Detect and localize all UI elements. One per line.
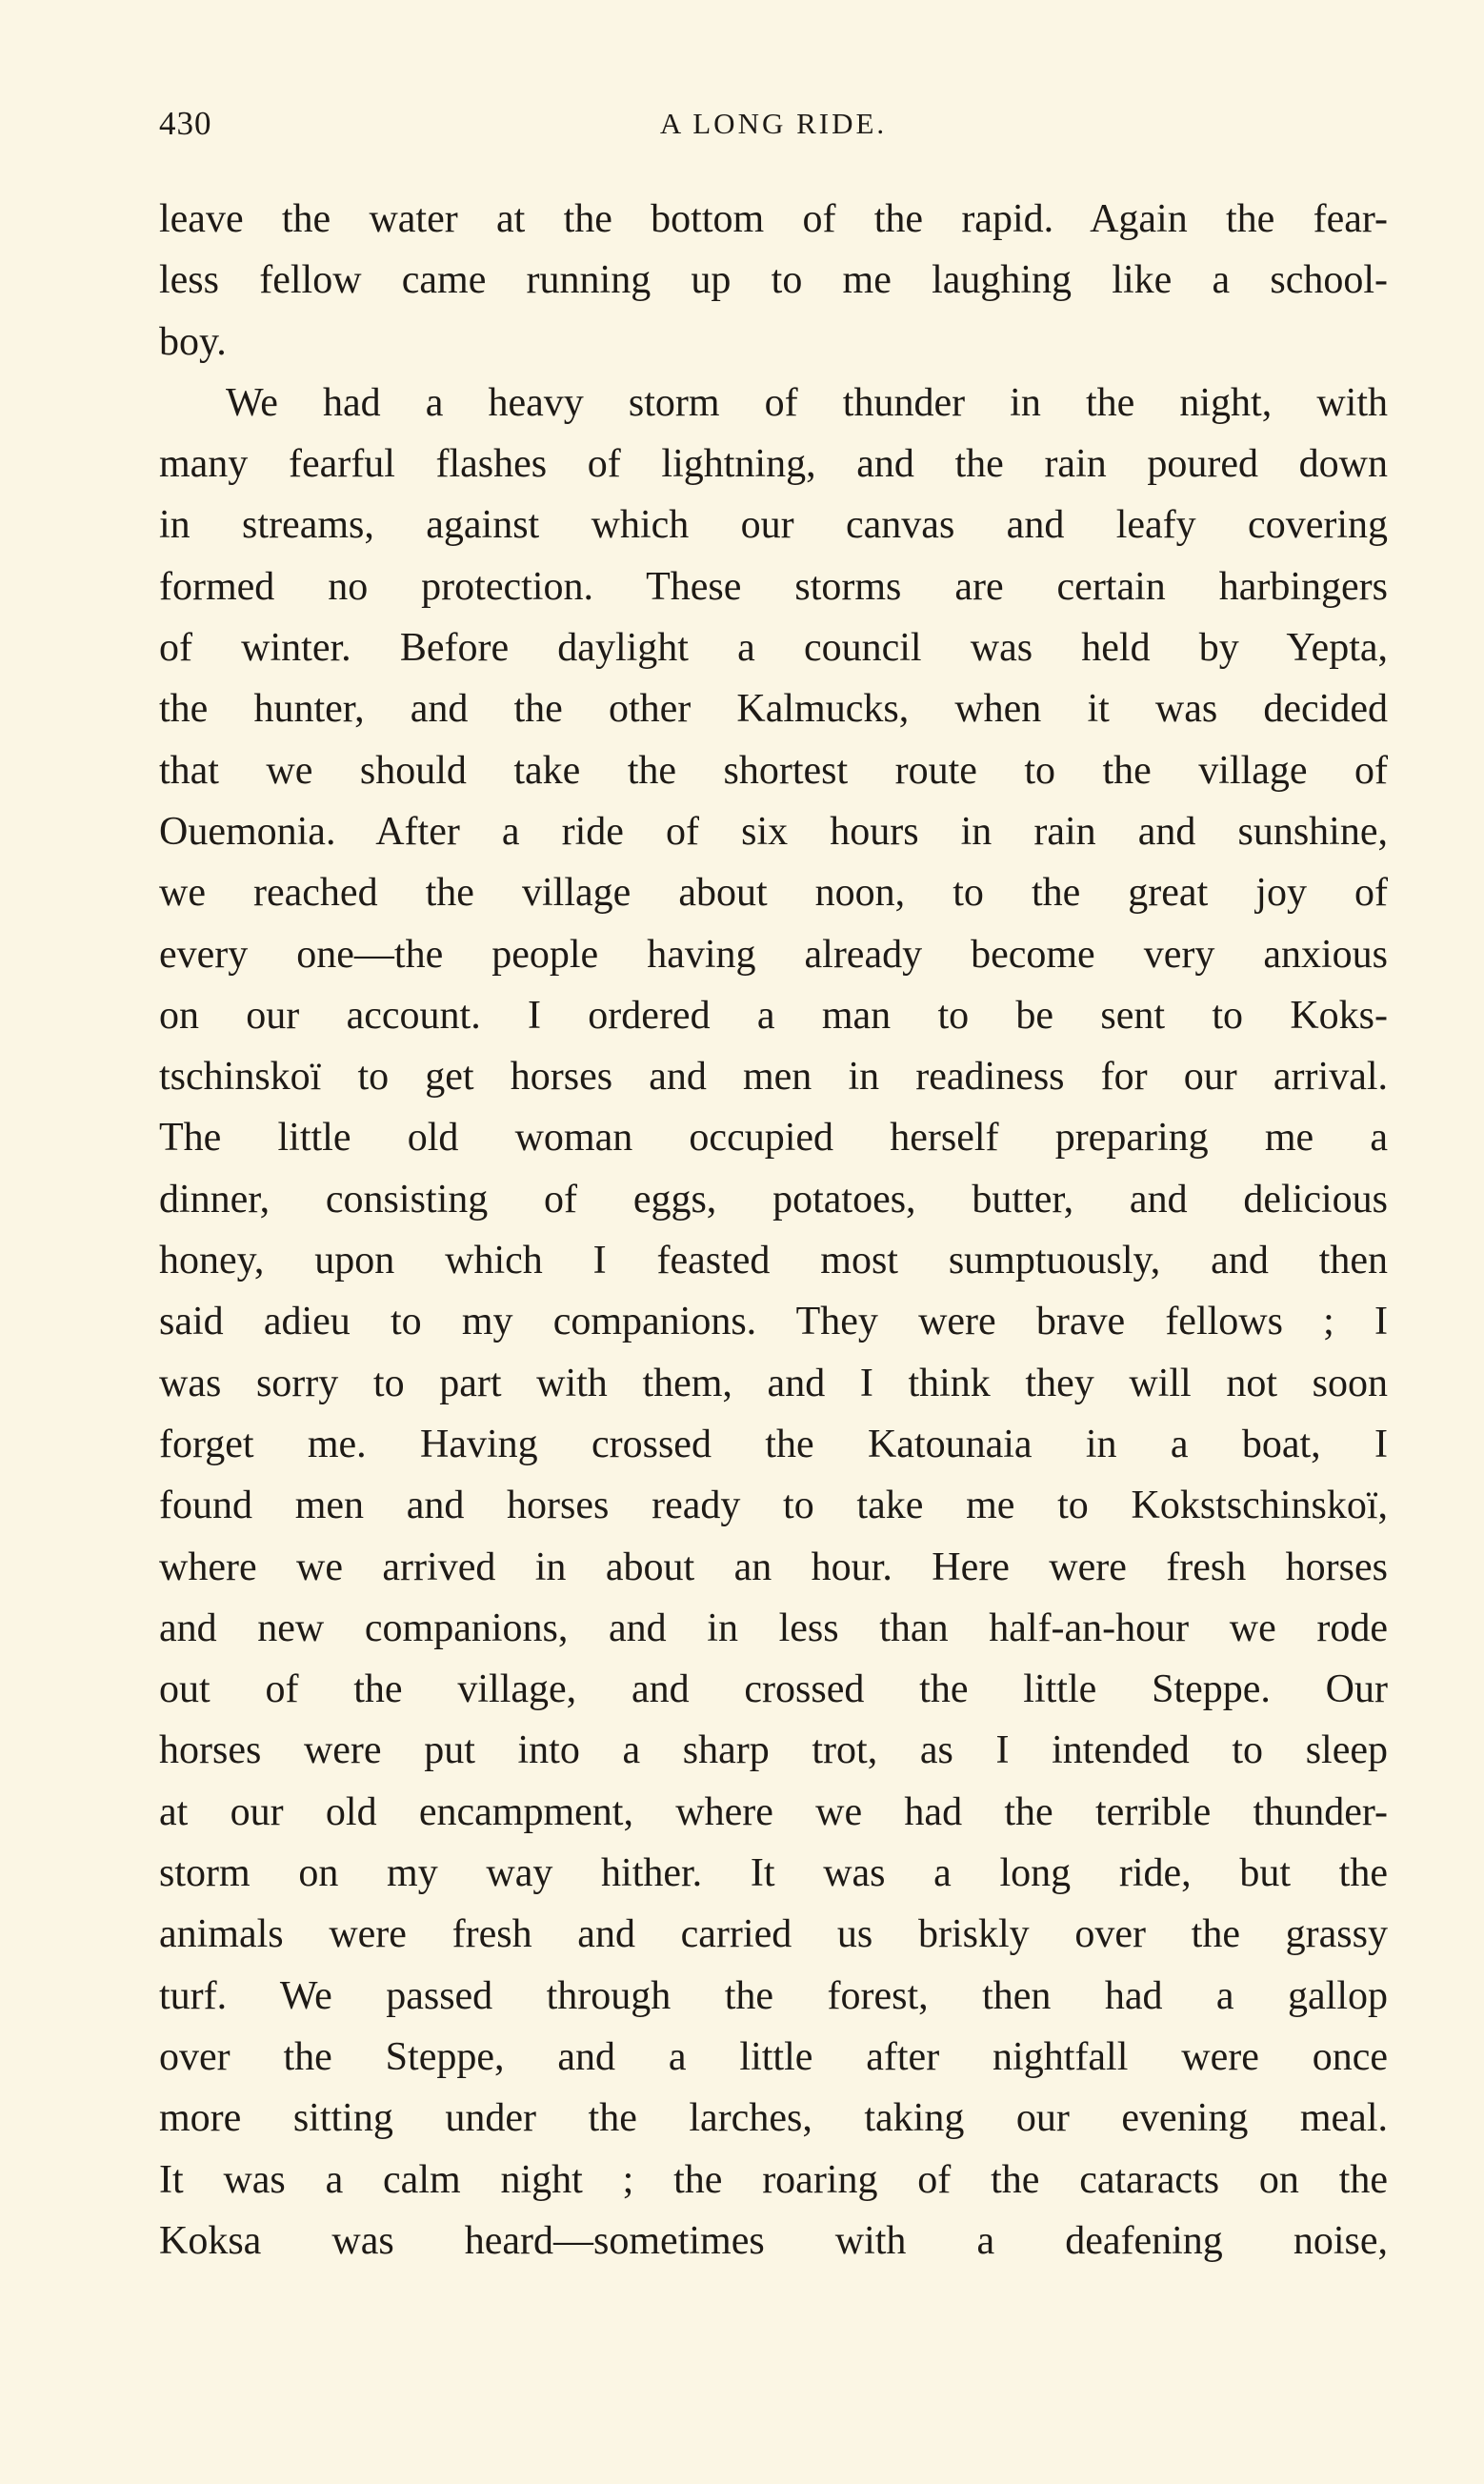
- text-line: It was a calm night ; the roaring of the cataracts on the: [159, 2157, 1388, 2202]
- text-line: the hunter, and the other Kalmucks, when it was decided: [159, 687, 1388, 732]
- text-line: that we should take the shortest route to the village of: [159, 748, 1388, 793]
- text-line: over the Steppe, and a little after nightfall were once: [159, 2034, 1388, 2079]
- text-line: We had a heavy storm of thunder in the night, with: [226, 380, 1388, 425]
- text-line: tschinskoï to get horses and men in readiness for our arrival.: [159, 1055, 1388, 1100]
- text-line: honey, upon which I feasted most sumptuously, and then: [159, 1239, 1388, 1283]
- text-line: animals were fresh and carried us briskly over the grassy: [159, 1912, 1388, 1957]
- text-line: turf. We passed through the forest, then had a gallop: [159, 1973, 1388, 2018]
- text-line: was sorry to part with them, and I think they will not soon: [159, 1361, 1388, 1405]
- text-line: dinner, consisting of eggs, potatoes, butter, and delicious: [159, 1177, 1388, 1222]
- text-line: in streams, against which our canvas and leafy covering: [159, 503, 1388, 548]
- text-line: formed no protection. These storms are certain harbingers: [159, 564, 1388, 609]
- text-line: Ouemonia. After a ride of six hours in rain and sunshine,: [159, 809, 1388, 854]
- text-line: storm on my way hither. It was a long ride, but the: [159, 1851, 1388, 1896]
- text-line: we reached the village about noon, to the great joy of: [159, 871, 1388, 916]
- text-line: on our account. I ordered a man to be sent to Koks-: [159, 993, 1388, 1038]
- running-head: A LONG RIDE.: [659, 107, 888, 140]
- text-line: boy.: [159, 319, 227, 364]
- text-line: leave the water at the bottom of the rapid. Again the fear-: [159, 197, 1388, 241]
- page-header: [159, 103, 1388, 145]
- text-line: The little old woman occupied herself preparing me a: [159, 1116, 1388, 1161]
- text-line: found men and horses ready to take me to Kokstschinskoï,: [159, 1484, 1388, 1528]
- text-line: every one—the people having already become very anxious: [159, 932, 1388, 977]
- body-text: [159, 189, 1388, 2272]
- text-line: said adieu to my companions. They were brave fellows ; I: [159, 1300, 1388, 1344]
- text-line: more sitting under the larches, taking our evening meal.: [159, 2096, 1388, 2141]
- text-line: Koksa was heard—sometimes with a deafening noise,: [159, 2218, 1388, 2263]
- text-line: less fellow came running up to me laughing like a school-: [159, 258, 1388, 303]
- page-number: 430: [159, 105, 212, 142]
- text-line: and new companions, and in less than half-an-hour we rode: [159, 1606, 1388, 1650]
- text-line: at our old encampment, where we had the terrible thunder-: [159, 1789, 1388, 1834]
- text-line: where we arrived in about an hour. Here were fresh horses: [159, 1545, 1388, 1589]
- text-line: forget me. Having crossed the Katounaia in a boat, I: [159, 1422, 1388, 1466]
- text-line: of winter. Before daylight a council was held by Yepta,: [159, 626, 1388, 671]
- text-line: many fearful flashes of lightning, and the rain poured down: [159, 442, 1388, 487]
- text-line: out of the village, and crossed the little Steppe. Our: [159, 1667, 1388, 1712]
- text-line: horses were put into a sharp trot, as I intended to sleep: [159, 1728, 1388, 1773]
